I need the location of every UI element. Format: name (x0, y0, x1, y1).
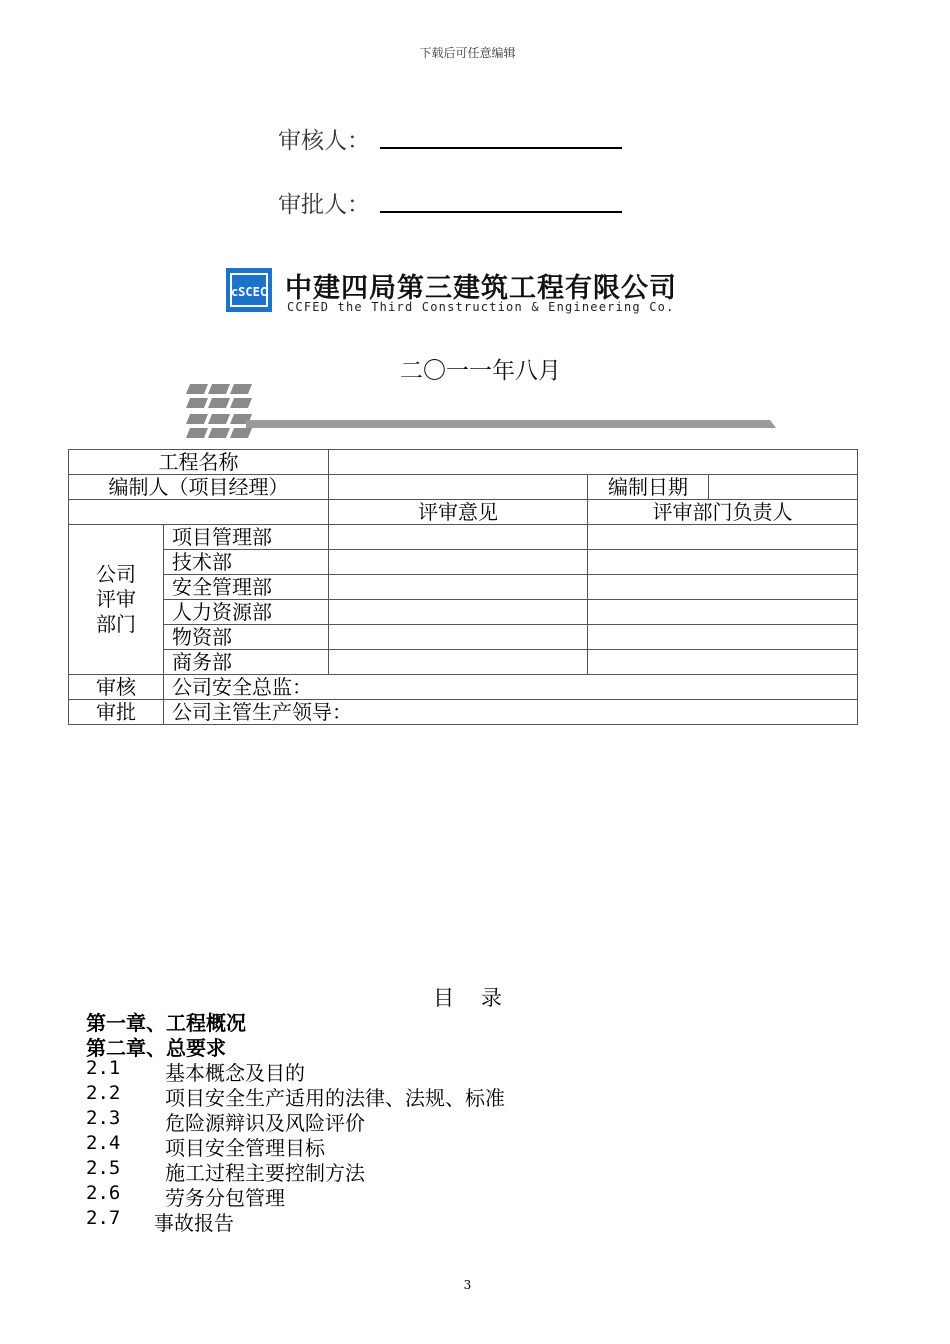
toc-item-text[interactable]: 项目安全生产适用的法律、法规、标准 (165, 1086, 505, 1110)
approver-label: 审批人： (278, 192, 370, 218)
table-row (69, 500, 858, 525)
compile-date-label: 编制日期 (588, 475, 709, 500)
approve-value[interactable]: 公司主管生产领导： (164, 700, 858, 725)
table-row (69, 600, 858, 625)
table-row (69, 650, 858, 675)
toc-item-text[interactable]: 劳务分包管理 (165, 1186, 285, 1210)
table-row (69, 450, 858, 475)
toc-item-number: 2.1 (86, 1057, 121, 1079)
toc-item-number: 2.2 (86, 1082, 121, 1104)
department-name: 项目管理部 (164, 525, 329, 550)
department-opinion-cell[interactable] (329, 575, 588, 600)
header-note: 下载后可任意编辑 (419, 46, 516, 60)
compile-date-value[interactable] (709, 475, 858, 500)
approve-label: 审批 (69, 700, 164, 725)
compiler-label: 编制人（项目经理） (69, 475, 329, 500)
department-leader-cell[interactable] (588, 600, 858, 625)
toc-item-number: 2.6 (86, 1182, 121, 1204)
table-row (69, 625, 858, 650)
audit-value[interactable]: 公司安全总监： (164, 675, 858, 700)
toc-title: 目 录 (433, 986, 502, 1010)
document-date: 二〇一一年八月 (400, 358, 561, 384)
department-opinion-cell[interactable] (329, 650, 588, 675)
toc-item-text[interactable]: 施工过程主要控制方法 (165, 1161, 365, 1185)
project-name-value[interactable] (329, 450, 858, 475)
table-row (69, 525, 858, 550)
toc-item-number: 2.3 (86, 1107, 121, 1129)
department-leader-cell[interactable] (588, 625, 858, 650)
page-number: 3 (463, 1278, 472, 1292)
department-name: 技术部 (164, 550, 329, 575)
review-department-group-label: 公司 评审 部门 (69, 525, 164, 675)
company-name-cn: 中建四局第三建筑工程有限公司 (285, 273, 677, 304)
department-opinion-cell[interactable] (329, 550, 588, 575)
company-logo-icon (226, 268, 272, 312)
department-name: 物资部 (164, 625, 329, 650)
department-opinion-cell[interactable] (329, 625, 588, 650)
department-leader-cell[interactable] (588, 525, 858, 550)
review-table (68, 449, 858, 725)
toc-chapter[interactable]: 第一章、工程概况 (86, 1011, 246, 1035)
department-name: 人力资源部 (164, 600, 329, 625)
department-leader-cell[interactable] (588, 550, 858, 575)
toc-item-text[interactable]: 基本概念及目的 (165, 1061, 305, 1085)
department-name: 安全管理部 (164, 575, 329, 600)
toc-chapter[interactable]: 第二章、总要求 (86, 1036, 226, 1060)
audit-label: 审核 (69, 675, 164, 700)
toc-item-number: 2.4 (86, 1132, 121, 1154)
header-blank-cell (69, 500, 329, 525)
table-row (69, 700, 858, 725)
toc-item-number: 2.5 (86, 1157, 121, 1179)
opinion-header: 评审意见 (329, 500, 588, 525)
table-row (69, 475, 858, 500)
toc-item-number: 2.7 (86, 1207, 121, 1229)
department-leader-cell[interactable] (588, 575, 858, 600)
toc-item-text[interactable]: 危险源辩识及风险评价 (165, 1111, 365, 1135)
company-name-en: CCFED the Third Construction & Engineering Co. (287, 300, 675, 314)
logo-lettering: cSCEC (230, 285, 268, 299)
toc-item-text[interactable]: 项目安全管理目标 (165, 1136, 325, 1160)
table-row (69, 550, 858, 575)
department-opinion-cell[interactable] (329, 525, 588, 550)
toc-item-text[interactable]: 事故报告 (154, 1211, 234, 1235)
table-row (69, 575, 858, 600)
table-row (69, 675, 858, 700)
compiler-value[interactable] (329, 475, 588, 500)
approver-signature-line (380, 211, 622, 213)
reviewer-signature-line (380, 147, 622, 149)
department-name: 商务部 (164, 650, 329, 675)
department-opinion-cell[interactable] (329, 600, 588, 625)
decorative-stripe-graphic (186, 380, 786, 442)
leader-header: 评审部门负责人 (588, 500, 858, 525)
reviewer-label: 审核人： (278, 128, 370, 154)
project-name-label: 工程名称 (69, 450, 329, 475)
department-leader-cell[interactable] (588, 650, 858, 675)
